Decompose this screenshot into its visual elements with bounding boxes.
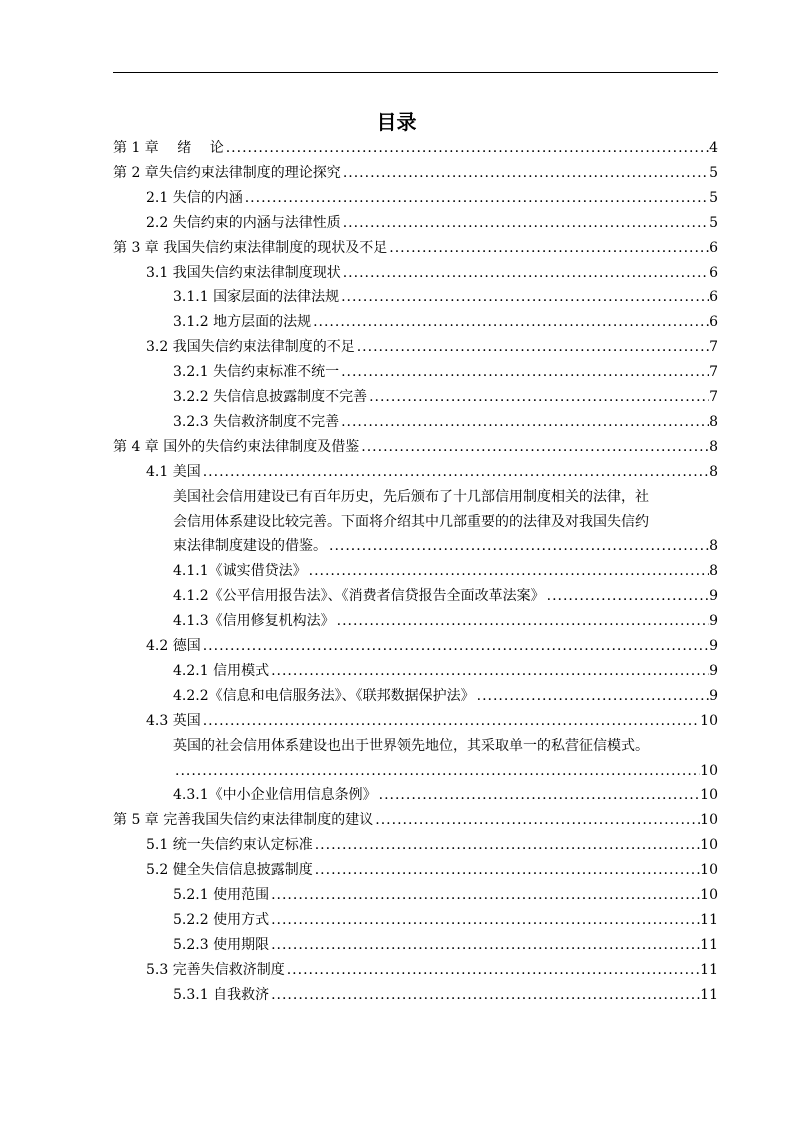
- toc-entry[interactable]: [146, 634, 718, 658]
- toc-leader-dots: [339, 360, 709, 384]
- toc-leader-dots: [269, 933, 700, 957]
- toc-entry-label: 4.1.1《诚实借贷法》: [173, 563, 307, 579]
- toc-page-number: 8: [709, 439, 718, 455]
- toc-leader-dots: [339, 285, 709, 309]
- toc-entry-label: 3.2.3 失信救济制度不完善: [173, 414, 340, 430]
- toc-entry-label: 第 1 章 绪 论: [113, 140, 224, 156]
- toc-leader-dots: [201, 634, 709, 658]
- toc-entry[interactable]: [173, 534, 718, 558]
- toc-entry[interactable]: [146, 460, 718, 484]
- toc-page-number: 10: [700, 862, 718, 878]
- toc-entry[interactable]: [146, 709, 718, 733]
- toc-leader-dots: [545, 584, 709, 608]
- toc-entry-label: 第 2 章失信约束法律制度的理论探究: [113, 165, 341, 181]
- toc-page-number: 10: [700, 763, 718, 779]
- toc-entry-label: 束法律制度建设的借鉴。: [173, 538, 327, 554]
- toc-entry-label: 5.2.1 使用范围: [173, 887, 270, 903]
- toc-leader-dots: [201, 709, 700, 733]
- toc-entry[interactable]: [173, 759, 718, 783]
- toc-entry-label: 3.2.1 失信约束标准不统一: [173, 364, 340, 380]
- toc-entry-label: 2.1 失信的内涵: [146, 190, 243, 206]
- toc-leader-dots: [359, 435, 709, 459]
- toc-leader-dots: [339, 410, 709, 434]
- toc-entry[interactable]: [113, 161, 718, 185]
- toc-page-number: 9: [709, 688, 718, 704]
- toc-entry-label: 5.3.1 自我救济: [173, 987, 270, 1003]
- toc-leader-dots: [173, 759, 700, 783]
- toc-page-number: 8: [709, 563, 718, 579]
- toc-entry-label: 3.1 我国失信约束法律制度现状: [146, 265, 341, 281]
- toc-entry[interactable]: [173, 360, 718, 384]
- toc-entry[interactable]: [113, 136, 718, 160]
- toc-leader-dots: [313, 858, 700, 882]
- toc-entry[interactable]: [173, 410, 718, 434]
- toc-leader-dots: [269, 659, 709, 683]
- page-title: 目录: [376, 110, 417, 134]
- toc-entry[interactable]: [113, 435, 718, 459]
- toc-entry-label: 3.1.1 国家层面的法律法规: [173, 289, 340, 305]
- toc-page-number: 8: [709, 414, 718, 430]
- toc-entry-label: 第 5 章 完善我国失信约束法律制度的建议: [113, 812, 374, 828]
- toc-leader-dots: [373, 808, 700, 832]
- toc-entry-label: 3.2 我国失信约束法律制度的不足: [146, 339, 355, 355]
- toc-page-number: 5: [709, 165, 718, 181]
- toc-leader-dots: [243, 186, 709, 210]
- toc-entry[interactable]: [146, 211, 718, 235]
- toc-page-number: 11: [700, 937, 718, 953]
- toc-leader-dots: [355, 335, 709, 359]
- toc-entry-label: 2.2 失信约束的内涵与法律性质: [146, 215, 341, 231]
- toc-leader-dots: [327, 534, 709, 558]
- toc-entry-label: 4.1.2《公平信用报告法》、《消费者信贷报告全面改革法案》: [173, 588, 545, 604]
- toc-entry-label: 第 4 章 国外的失信约束法律制度及借鉴: [113, 439, 360, 455]
- toc-leader-dots: [341, 211, 709, 235]
- toc-entry[interactable]: [146, 335, 718, 359]
- toc-leader-dots: [313, 833, 700, 857]
- toc-page-number: 4: [709, 140, 718, 156]
- toc-entry-label: 4.2 德国: [146, 638, 201, 654]
- toc-page-number: 11: [700, 987, 718, 1003]
- toc-leader-dots: [335, 609, 709, 633]
- toc-entry[interactable]: [173, 584, 718, 608]
- toc-entry[interactable]: [173, 385, 718, 409]
- toc-page-number: 7: [709, 364, 718, 380]
- toc-page-number: 6: [709, 265, 718, 281]
- toc-entry-label: 4.1 美国: [146, 464, 201, 480]
- toc-leader-dots: [475, 684, 709, 708]
- toc-leader-dots: [269, 883, 700, 907]
- toc-entry[interactable]: [173, 285, 718, 309]
- toc-leader-dots: [269, 908, 700, 932]
- toc-entry-label: 4.2.1 信用模式: [173, 663, 270, 679]
- toc-page-number: 11: [700, 962, 718, 978]
- toc-page-number: 8: [709, 464, 718, 480]
- toc-entry-label: 4.3.1《中小企业信用信息条例》: [173, 787, 377, 803]
- toc-entry-label: 4.2.2《信息和电信服务法》、《联邦数据保护法》: [173, 688, 475, 704]
- toc-leader-dots: [285, 958, 700, 982]
- toc-leader-dots: [341, 161, 709, 185]
- toc-entry[interactable]: [173, 659, 718, 683]
- toc-entry[interactable]: [173, 310, 718, 334]
- toc-page-number: 10: [700, 837, 718, 853]
- toc-entry[interactable]: [173, 908, 718, 932]
- toc-entry[interactable]: [173, 883, 718, 907]
- toc-description-line: 美国社会信用建设已有百年历史，先后颁布了十几部信用制度相关的法律，社: [173, 489, 649, 505]
- toc-entry[interactable]: [173, 983, 718, 1007]
- toc-page-number: 7: [709, 389, 718, 405]
- toc-page-number: 9: [709, 663, 718, 679]
- toc-entry[interactable]: [113, 236, 718, 260]
- toc-entry-label: 第 3 章 我国失信约束法律制度的现状及不足: [113, 240, 388, 256]
- toc-entry[interactable]: [173, 783, 718, 807]
- toc-leader-dots: [387, 236, 709, 260]
- toc-entry[interactable]: [146, 261, 718, 285]
- toc-entry[interactable]: [173, 609, 718, 633]
- toc-page-number: 10: [700, 787, 718, 803]
- toc-entry-label: 5.2 健全失信信息披露制度: [146, 862, 313, 878]
- toc-entry-label: 3.1.2 地方层面的法规: [173, 314, 312, 330]
- toc-leader-dots: [341, 261, 709, 285]
- toc-page-number: 10: [700, 713, 718, 729]
- toc-page-number: 5: [709, 190, 718, 206]
- toc-entry-label: 5.2.3 使用期限: [173, 937, 270, 953]
- toc-entry-label: 5.2.2 使用方式: [173, 912, 270, 928]
- toc-entry-label: 5.3 完善失信救济制度: [146, 962, 285, 978]
- toc-entry[interactable]: [173, 684, 718, 708]
- toc-leader-dots: [367, 385, 709, 409]
- toc-page-number: 7: [709, 339, 718, 355]
- toc-page-number: 8: [709, 538, 718, 554]
- toc-leader-dots: [201, 460, 709, 484]
- toc-page-number: 6: [709, 314, 718, 330]
- toc-page-number: 10: [700, 887, 718, 903]
- toc-description-line: 会信用体系建设比较完善。下面将介绍其中几部重要的的法律及对我国失信约: [173, 514, 649, 530]
- toc-page-number: 11: [700, 912, 718, 928]
- toc-entry-label: 4.1.3《信用修复机构法》: [173, 613, 335, 629]
- toc-entry[interactable]: [113, 808, 718, 832]
- toc-entry[interactable]: [146, 833, 718, 857]
- toc-entry-label: 4.3 英国: [146, 713, 201, 729]
- toc-leader-dots: [307, 559, 709, 583]
- toc-page-number: 9: [709, 588, 718, 604]
- toc-page-number: 6: [709, 240, 718, 256]
- toc-leader-dots: [224, 136, 709, 160]
- toc-page-number: 5: [709, 215, 718, 231]
- toc-page-number: 9: [709, 638, 718, 654]
- toc-entry[interactable]: [146, 958, 718, 982]
- toc-entry[interactable]: [146, 186, 718, 210]
- toc-entry[interactable]: [173, 933, 718, 957]
- toc-description-line: 英国的社会信用体系建设也出于世界领先地位，其采取单一的私营征信模式。: [173, 738, 649, 754]
- toc-leader-dots: [311, 310, 709, 334]
- toc-page-number: 6: [709, 289, 718, 305]
- toc-entry[interactable]: [146, 858, 718, 882]
- toc-leader-dots: [269, 983, 700, 1007]
- toc-page-number: 9: [709, 613, 718, 629]
- toc-entry-label: 3.2.2 失信信息披露制度不完善: [173, 389, 368, 405]
- toc-leader-dots: [377, 783, 701, 807]
- toc-entry[interactable]: [173, 559, 718, 583]
- toc-entry-label: 5.1 统一失信约束认定标准: [146, 837, 313, 853]
- toc-page-number: 10: [700, 812, 718, 828]
